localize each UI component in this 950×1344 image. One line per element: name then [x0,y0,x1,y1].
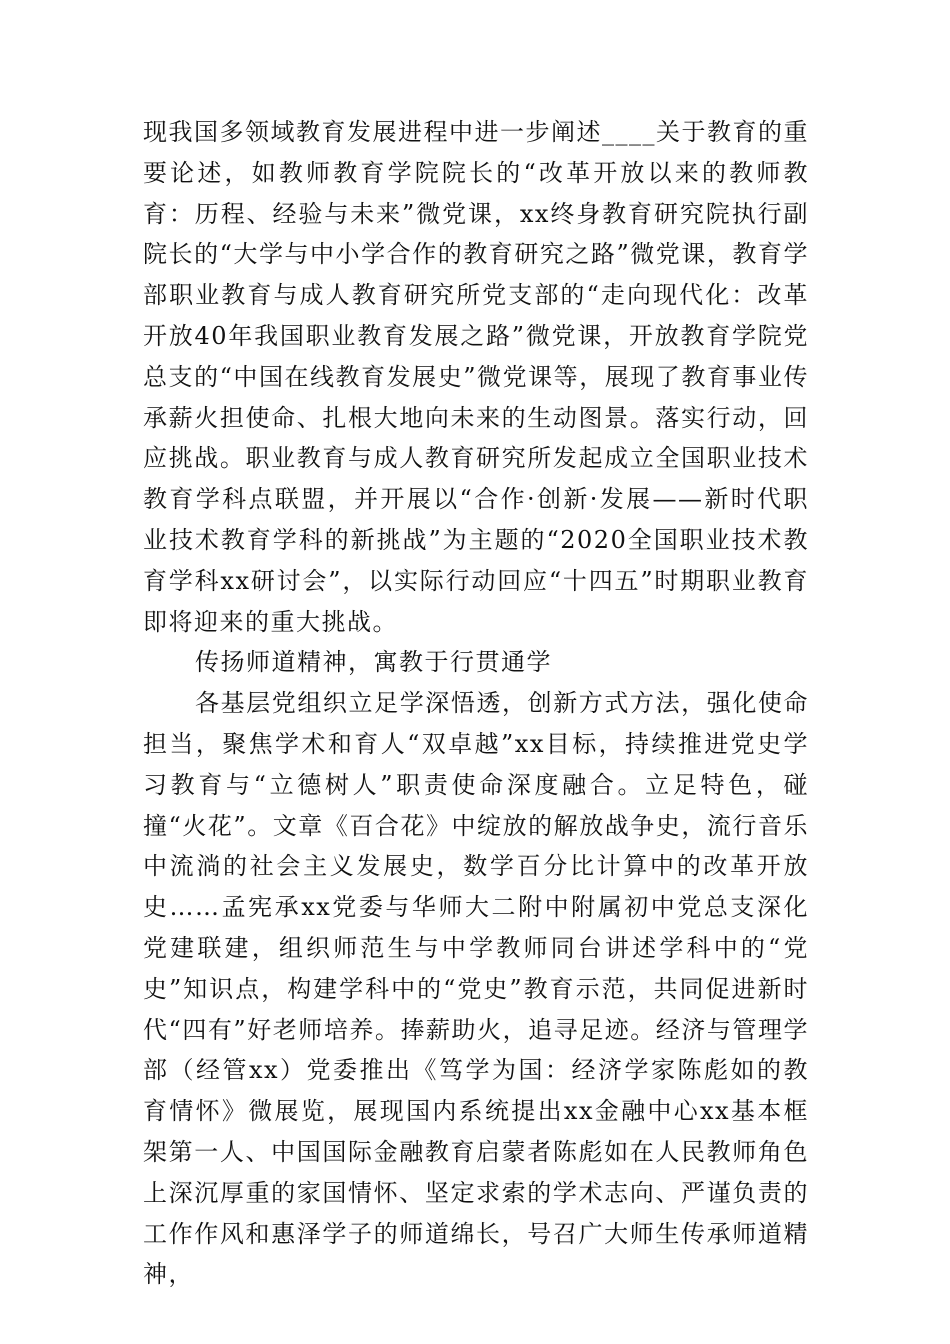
paragraph-body: 各基层党组织立足学深悟透，创新方式方法，强化使命担当，聚焦学术和育人“双卓越”xx目标，持续推进党史学习教育与“立德树人”职责使命深度融合。立足特色，碰撞“火花”。文章《百合花》中绽放的解放战争史，流行音乐中流淌的社会主义发展史，数学百分比计算中的改革开放史……孟宪承xx党委与华师大二附中附属初中党总支深化党建联建，组织师范生与中学教师同台讲述学科中的“党史”知识点，构建学科中的“党史”教育示范，共同促进新时代“四有”好老师培养。捧薪助火，追寻足迹。经济与管理学部（经管xx）党委推出《笃学为国：经济学家陈彪如的教育情怀》微展览，展现国内系统提出xx金融中心xx基本框架第一人、中国国际金融教育启蒙者陈彪如在人民教师角色上深沉厚重的家国情怀、坚定求索的学术志向、严谨负责的工作作风和惠泽学子的师道绵长，号召广大师生传承师道精神， [143,689,809,1289]
paragraph-continued: 现我国多领域教育发展进程中进一步阐述____关于教育的重要论述，如教师教育学院院长的“改革开放以来的教师教育：历程、经验与未来”微党课，xx终身教育研究院执行副院长的“大学与中小学合作的教育研究之路”微党课，教育学部职业教育与成人教育研究所党支部的“走向现代化：改革开放40年我国职业教育发展之路”微党课，开放教育学院党总支的“中国在线教育发展史”微党课等，展现了教育事业传承薪火担使命、扎根大地向未来的生动图景。落实行动，回应挑战。职业教育与成人教育研究所发起成立全国职业技术教育学科点联盟，并开展以“合作·创新·发展——新时代职业技术教育学科的新挑战”为主题的“2020全国职业技术教育学科xx研讨会”，以实际行动回应“十四五”时期职业教育即将迎来的重大挑战。 [143,118,809,636]
section-heading: 传扬师道精神，寓教于行贯通学 [195,648,552,677]
document-body [143,112,809,1295]
